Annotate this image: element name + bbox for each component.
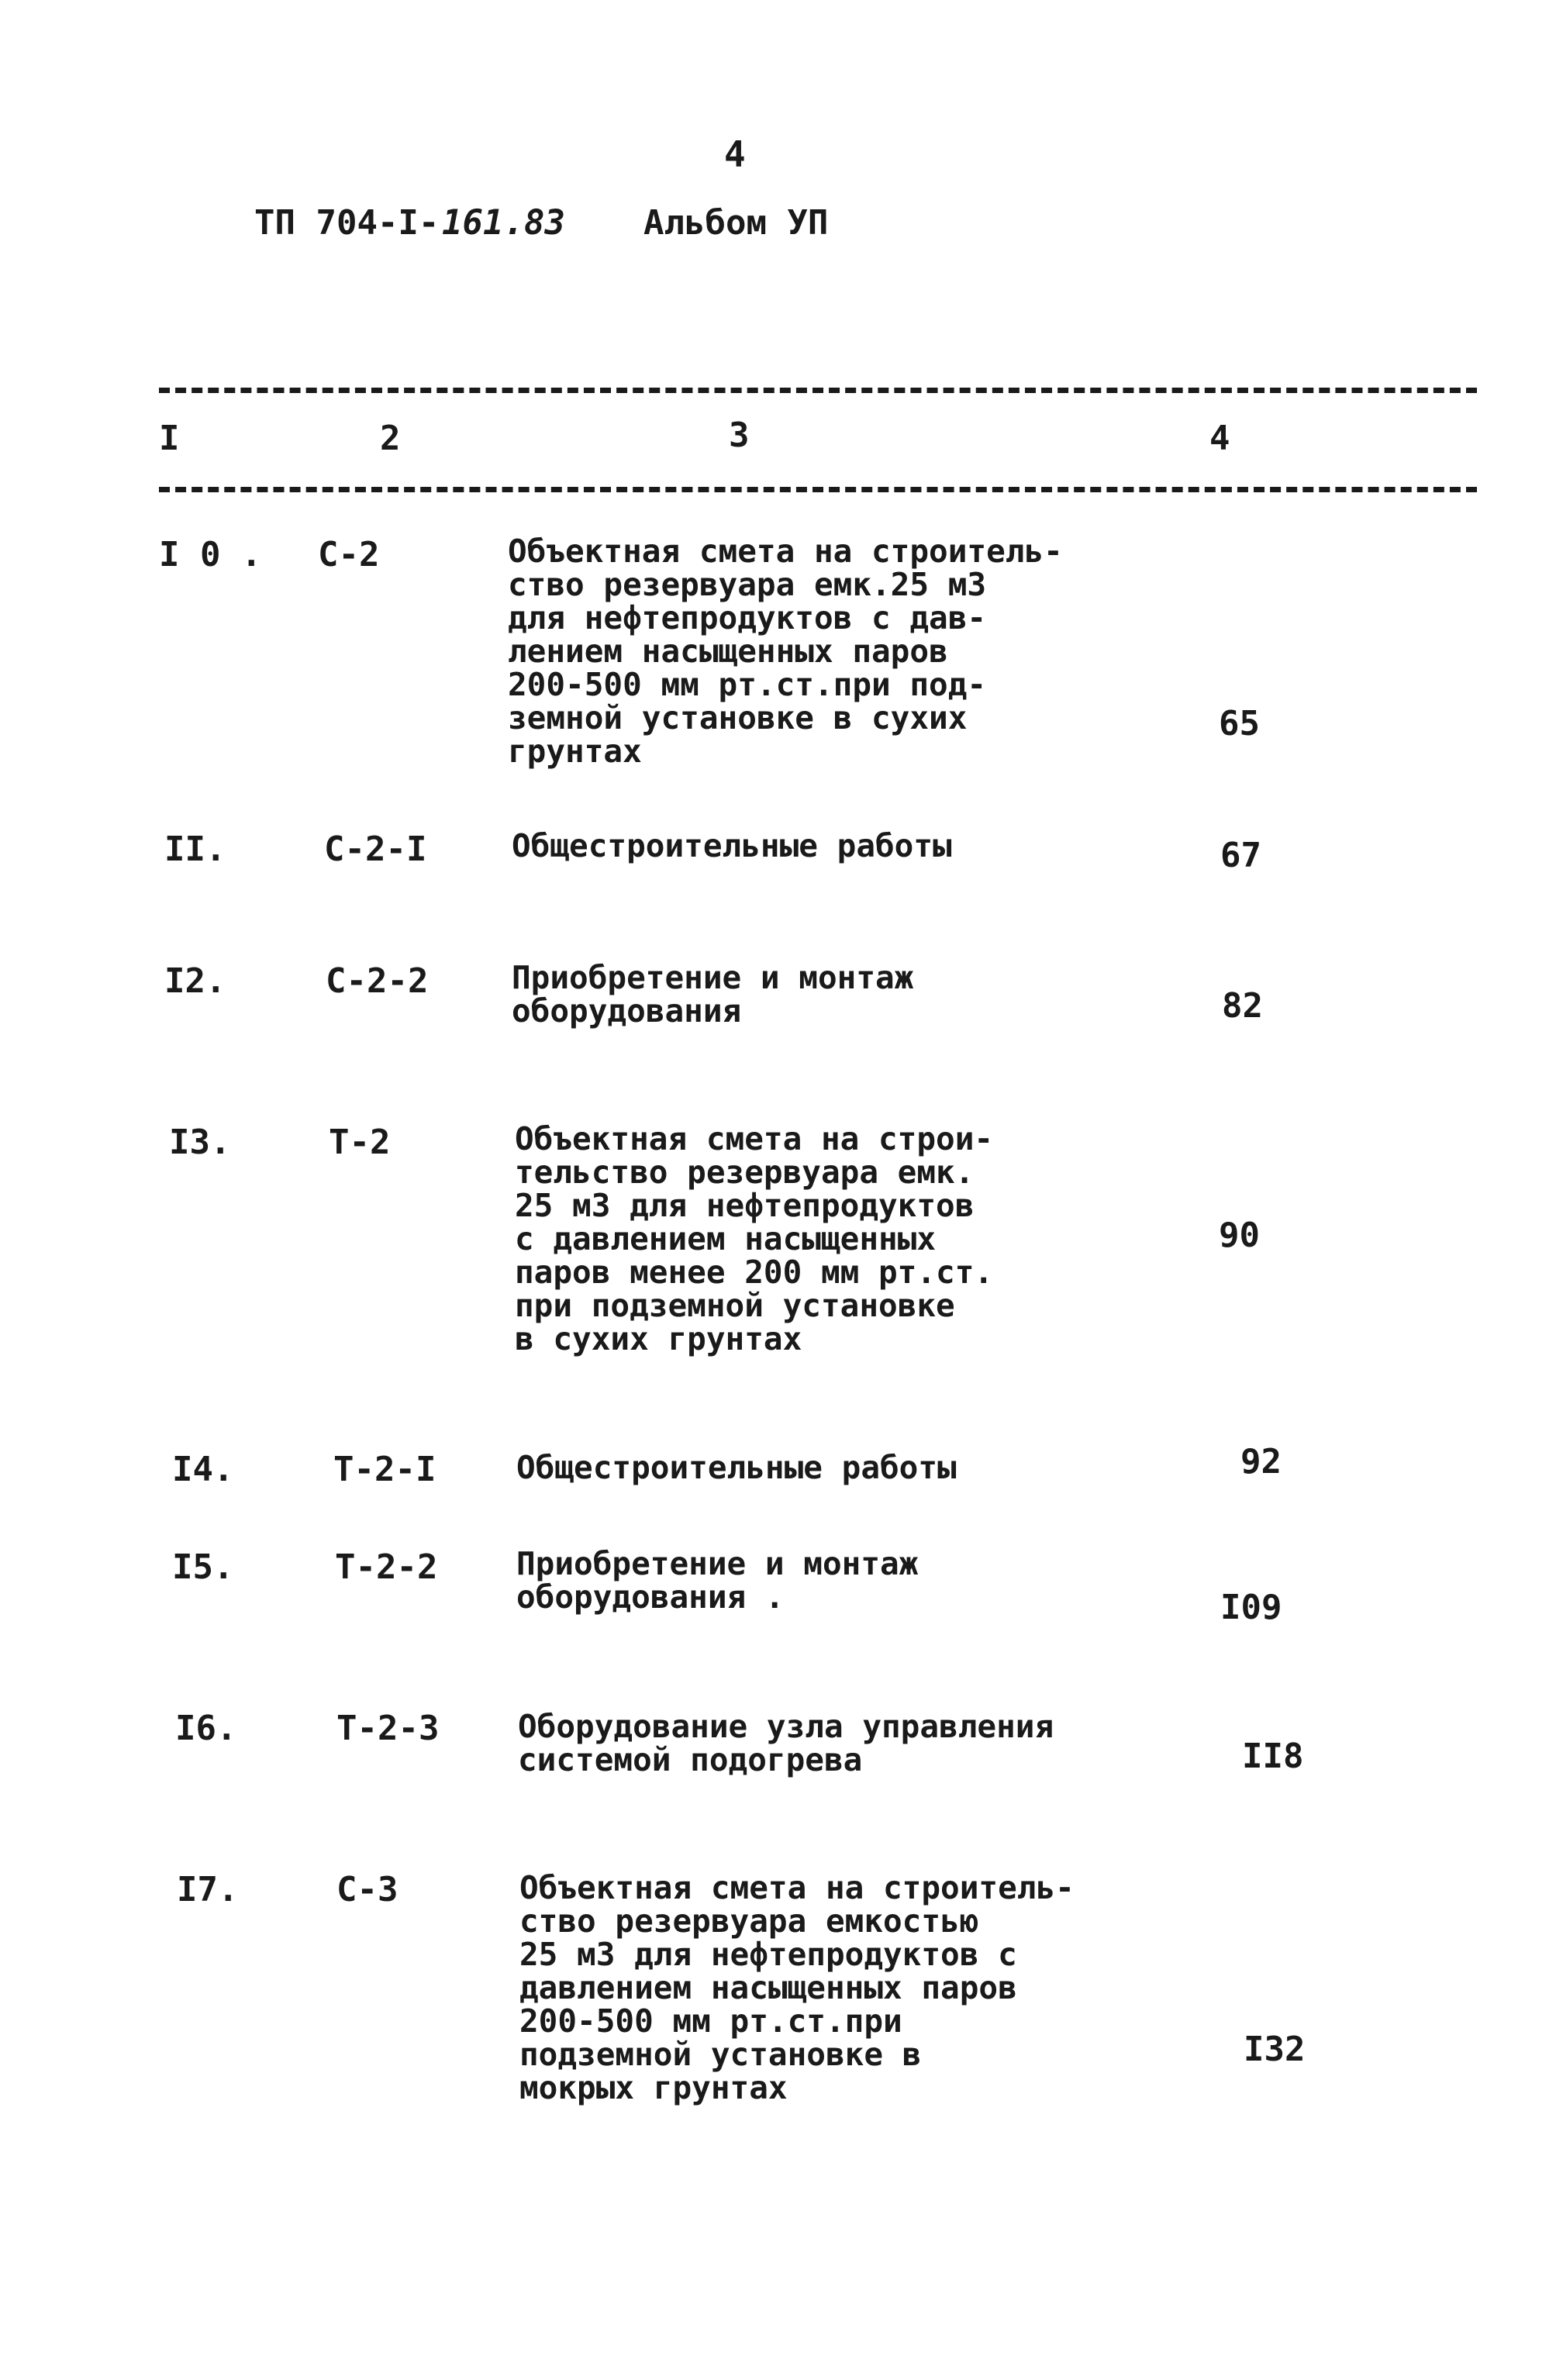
page-ref: I32 [1244,2030,1306,2069]
page-ref: 82 [1222,986,1263,1026]
doc-code-handwritten: 161.83 [442,203,565,243]
page-ref: 65 [1219,704,1260,743]
row-number: I3. [169,1123,231,1162]
row-number: I4. [172,1450,234,1489]
section-code: Т-2-I [333,1450,436,1489]
section-description: Объектная смета на строи- тельство резервуара емк. 25 м3 для нефтепродуктов с давлением насыщенных паров менее 200 мм рт.ст. при подземной установке в сухих грунтах [515,1120,994,1357]
page-ref: 92 [1240,1442,1282,1481]
page-ref: 90 [1219,1216,1260,1255]
section-description: Объектная смета на строитель- ство резервуара емк.25 м3 для нефтепродуктов с дав- лением насыщенных паров 200-500 мм рт.ст.при под- земной установке в сухих грунтах [508,533,1063,770]
row-number: I 0 . [159,535,262,574]
top-dashed-rule [159,388,1477,393]
row-number: I2. [164,961,226,1001]
row-number: I6. [175,1709,237,1748]
section-code: С-2 [318,535,380,574]
section-description: Объектная смета на строитель- ство резервуара емкостью 25 м3 для нефтепродуктов с давлением насыщенных паров 200-500 мм рт.ст.при подземной установке в мокрых грунтах [519,1869,1075,2106]
page-ref: I09 [1220,1588,1282,1627]
header-dashed-rule [159,487,1477,492]
section-code: С-2-I [324,830,427,869]
page-number: 4 [724,133,746,175]
page-ref: 67 [1220,836,1261,875]
row-number: I7. [177,1870,239,1909]
column-header-3: 3 [729,416,750,455]
row-number: II. [164,830,226,869]
section-code: Т-2 [329,1123,391,1162]
section-description: Оборудование узла управления системой подогрева [518,1708,1054,1778]
page-ref: II8 [1242,1737,1304,1776]
doc-code: ТП 704-I- [254,203,440,243]
section-code: Т-2-3 [336,1709,440,1748]
section-code: С-2-2 [326,961,429,1001]
column-header-1: I [159,419,180,458]
section-description: Приобретение и монтаж оборудования . [516,1545,919,1616]
section-description: Общестроительные работы [516,1449,957,1486]
section-code: С-3 [336,1870,398,1909]
section-description: Приобретение и монтаж оборудования [512,959,914,1030]
album-label: Альбом УП [643,203,829,243]
column-header-4: 4 [1209,419,1230,458]
section-description: Общестроительные работы [512,827,952,864]
section-code: Т-2-2 [335,1547,438,1587]
row-number: I5. [172,1547,234,1587]
column-header-2: 2 [380,419,401,458]
